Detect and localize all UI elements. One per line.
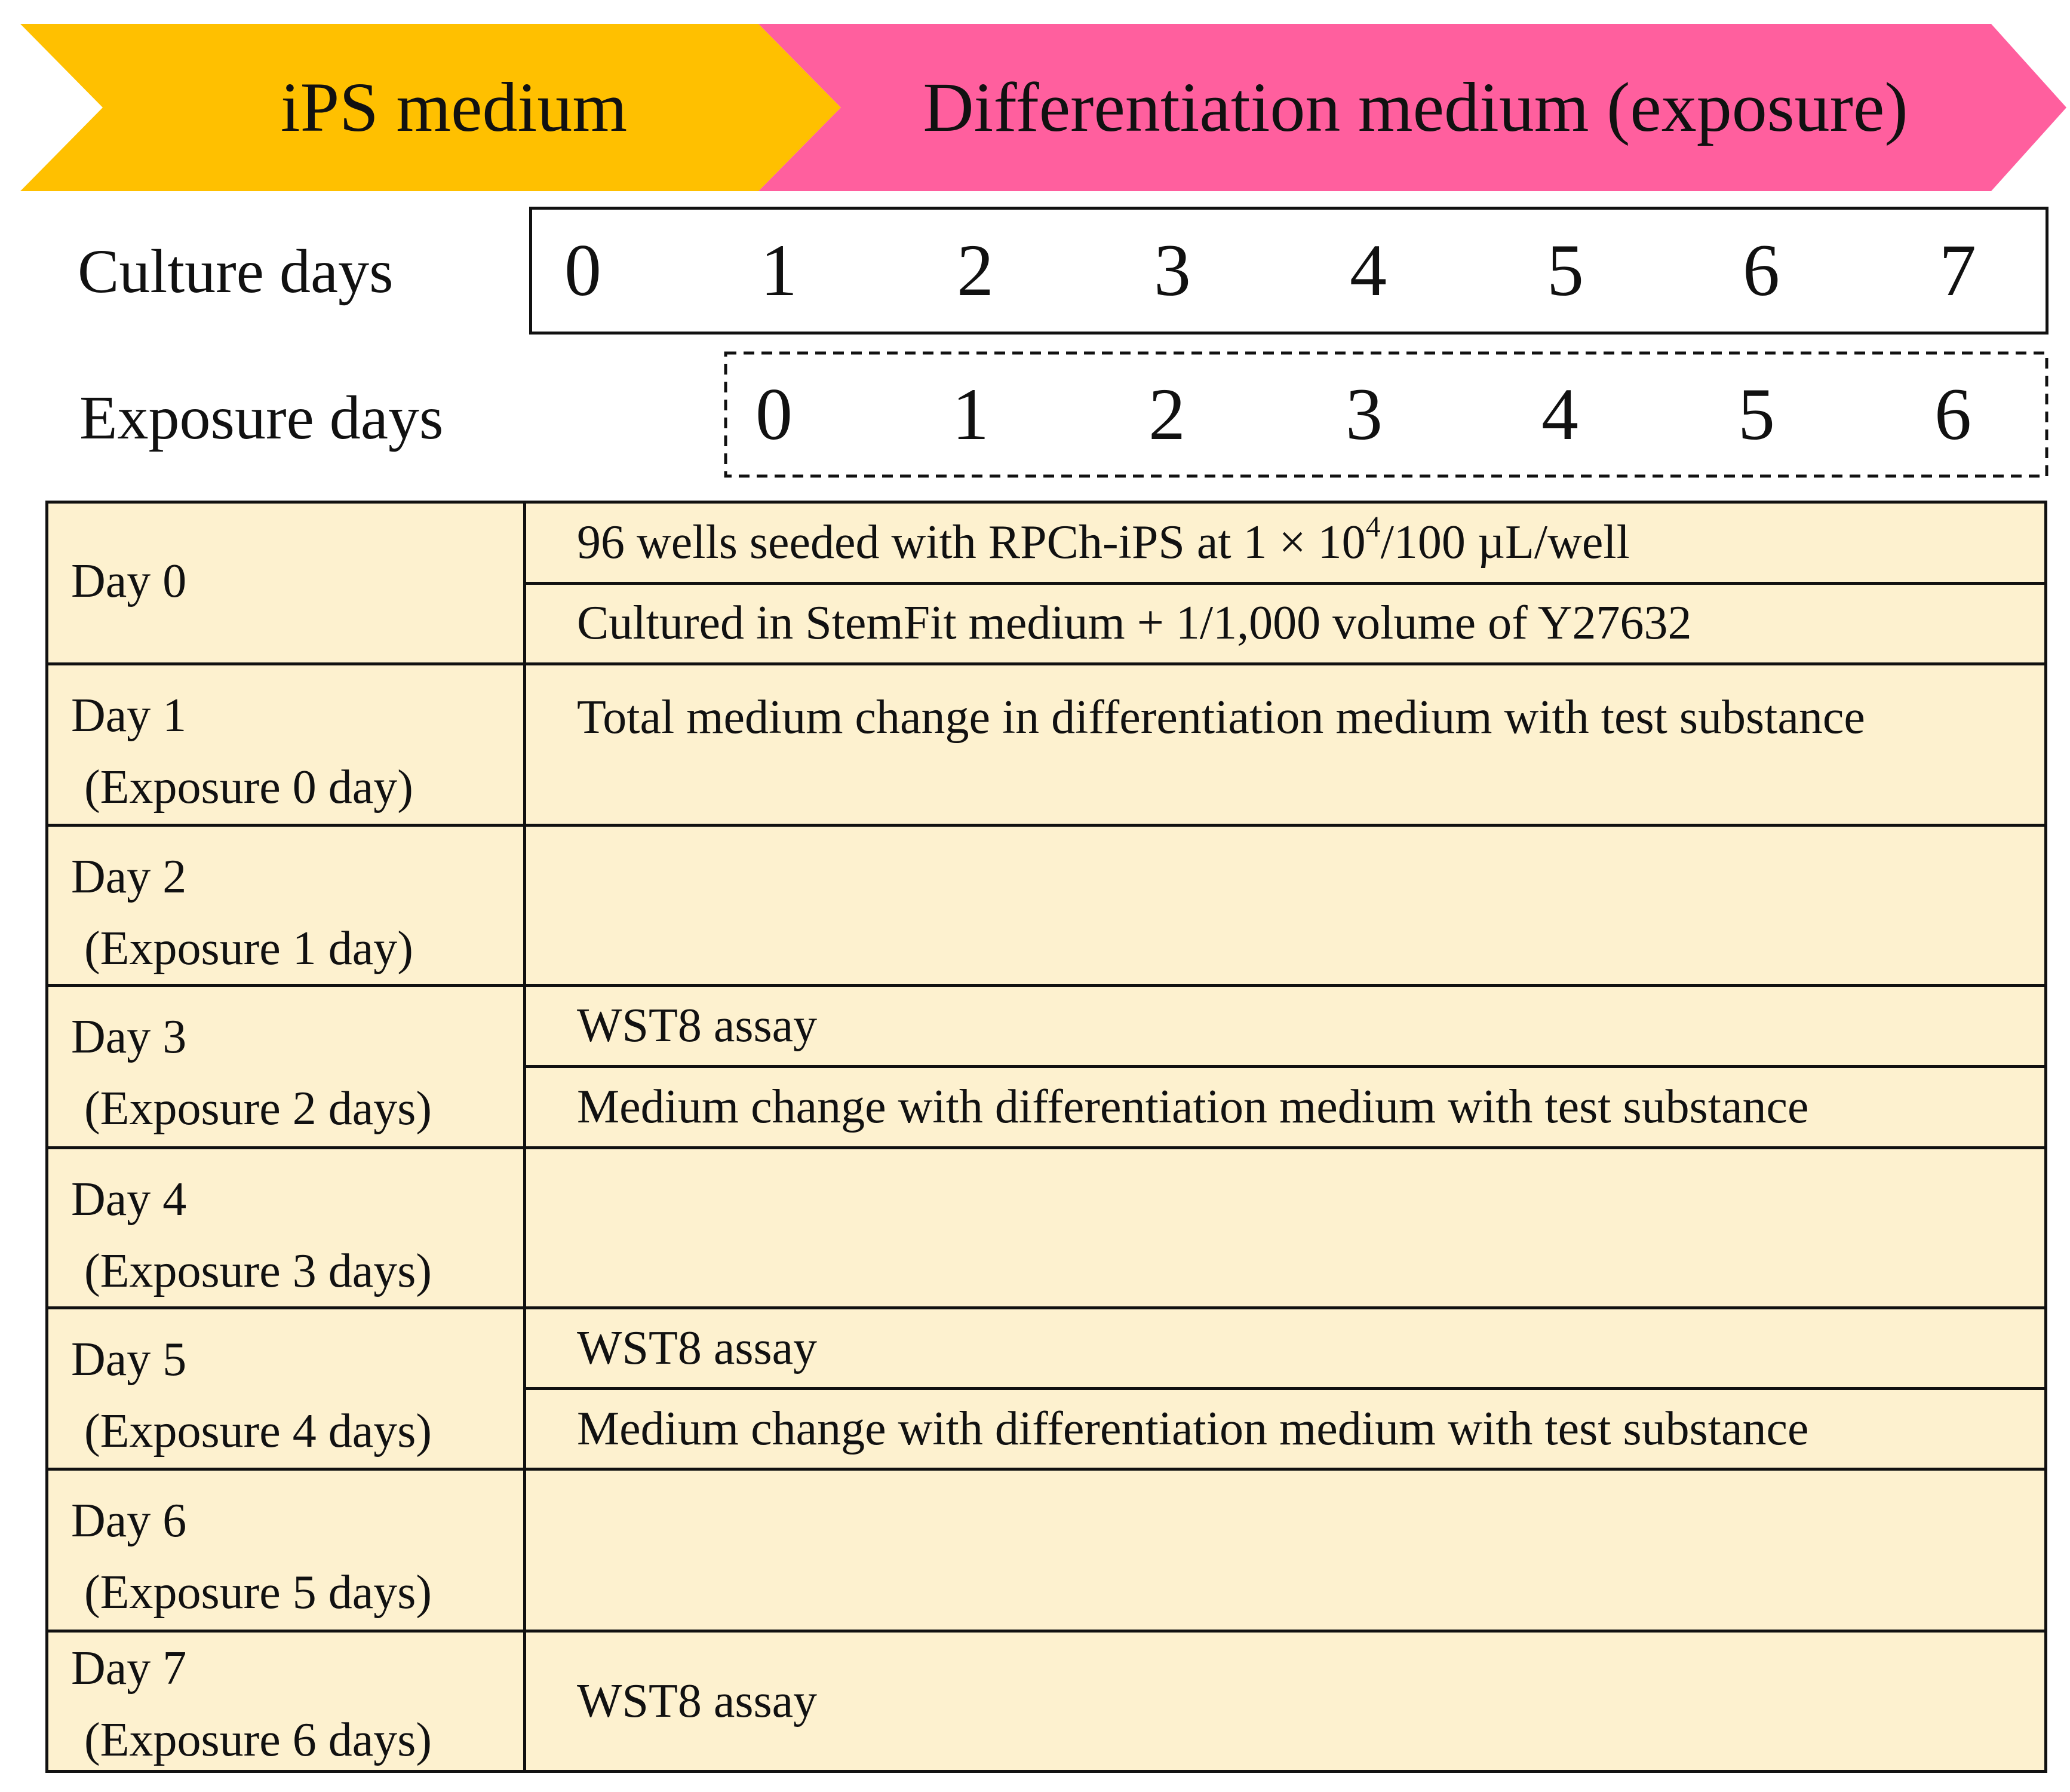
table-row	[48, 1149, 2044, 1309]
exposure-day-number: 3	[1346, 373, 1383, 455]
exposure-day-number: 0	[755, 373, 793, 455]
exposure-label: (Exposure 0 day)	[84, 761, 413, 814]
culture-day-number: 3	[1154, 229, 1191, 311]
action-column	[526, 827, 2044, 984]
action-cell: Medium change with differentiation medium with test substance	[526, 1387, 2044, 1468]
culture-day-number: 6	[1743, 229, 1780, 311]
exposure-days-label: Exposure days	[79, 383, 444, 452]
table-row	[48, 1633, 2044, 1770]
culture-days-box	[529, 207, 2048, 335]
exposure-days-box	[724, 351, 2048, 478]
action-column	[526, 1309, 2044, 1468]
day-label: Day 4	[71, 1173, 187, 1226]
day-cell	[48, 1309, 526, 1468]
day-label: Day 6	[71, 1495, 187, 1547]
action-cell: Medium change with differentiation medium with test substance	[526, 1065, 2044, 1146]
exposure-day-number: 2	[1148, 373, 1186, 455]
table-row	[48, 987, 2044, 1149]
day-label: Day 5	[71, 1333, 187, 1386]
table-row	[48, 827, 2044, 987]
culture-day-number: 4	[1350, 229, 1387, 311]
day-label: Day 0	[71, 555, 187, 607]
culture-day-number: 0	[564, 229, 601, 311]
culture-day-number: 5	[1547, 229, 1584, 311]
action-cell: Cultured in StemFit medium + 1/1,000 volume of Y27632	[526, 582, 2044, 663]
action-column	[526, 1633, 2044, 1770]
action-cell: WST8 assay	[577, 1321, 818, 1374]
exposure-label: (Exposure 4 days)	[84, 1405, 432, 1457]
exposure-day-number: 6	[1934, 373, 1971, 455]
exposure-label: (Exposure 1 day)	[84, 922, 413, 975]
culture-day-number: 1	[760, 229, 797, 311]
exposure-label: (Exposure 6 days)	[84, 1714, 432, 1766]
action-column	[526, 987, 2044, 1146]
day-label: Day 2	[71, 851, 187, 903]
action-cell: Total medium change in differentiation medium with test substance	[577, 691, 1865, 744]
action-cell: WST8 assay	[577, 1674, 818, 1727]
seeding-action: 96 wells seeded with RPCh-iPS at $1 \times 10^4/100$ µL/well	[577, 509, 1630, 569]
schedule-table	[45, 501, 2047, 1773]
day-cell	[48, 827, 526, 984]
exposure-day-number: 5	[1738, 373, 1775, 455]
culture-day-number: 7	[1939, 229, 1976, 311]
differentiation-medium-label: Differentiation medium (exposure)	[923, 68, 1908, 146]
day-cell	[48, 987, 526, 1146]
table-row	[48, 1471, 2044, 1633]
day-label: Day 3	[71, 1011, 187, 1063]
exposure-label: (Exposure 2 days)	[84, 1082, 432, 1135]
day-cell	[48, 1633, 526, 1770]
day-cell	[48, 1471, 526, 1630]
day-cell	[48, 504, 526, 662]
exposure-label: (Exposure 3 days)	[84, 1245, 432, 1297]
day-cell	[48, 665, 526, 824]
day-cell	[48, 1149, 526, 1306]
culture-days-label: Culture days	[78, 237, 394, 306]
day-label: Day 1	[71, 689, 187, 742]
action-cell: WST8 assay	[577, 999, 818, 1052]
action-column	[526, 665, 2044, 824]
action-cell	[526, 504, 2044, 582]
culture-day-number: 2	[957, 229, 994, 311]
action-column	[526, 1471, 2044, 1630]
table-row	[48, 1309, 2044, 1471]
exposure-day-number: 1	[952, 373, 989, 455]
exposure-label: (Exposure 5 days)	[84, 1566, 432, 1619]
table-row	[48, 504, 2044, 665]
ips-medium-label: iPS medium	[280, 68, 628, 146]
table-row	[48, 665, 2044, 827]
action-column	[526, 504, 2044, 662]
exposure-day-number: 4	[1541, 373, 1578, 455]
day-label: Day 7	[71, 1642, 187, 1695]
action-column	[526, 1149, 2044, 1306]
